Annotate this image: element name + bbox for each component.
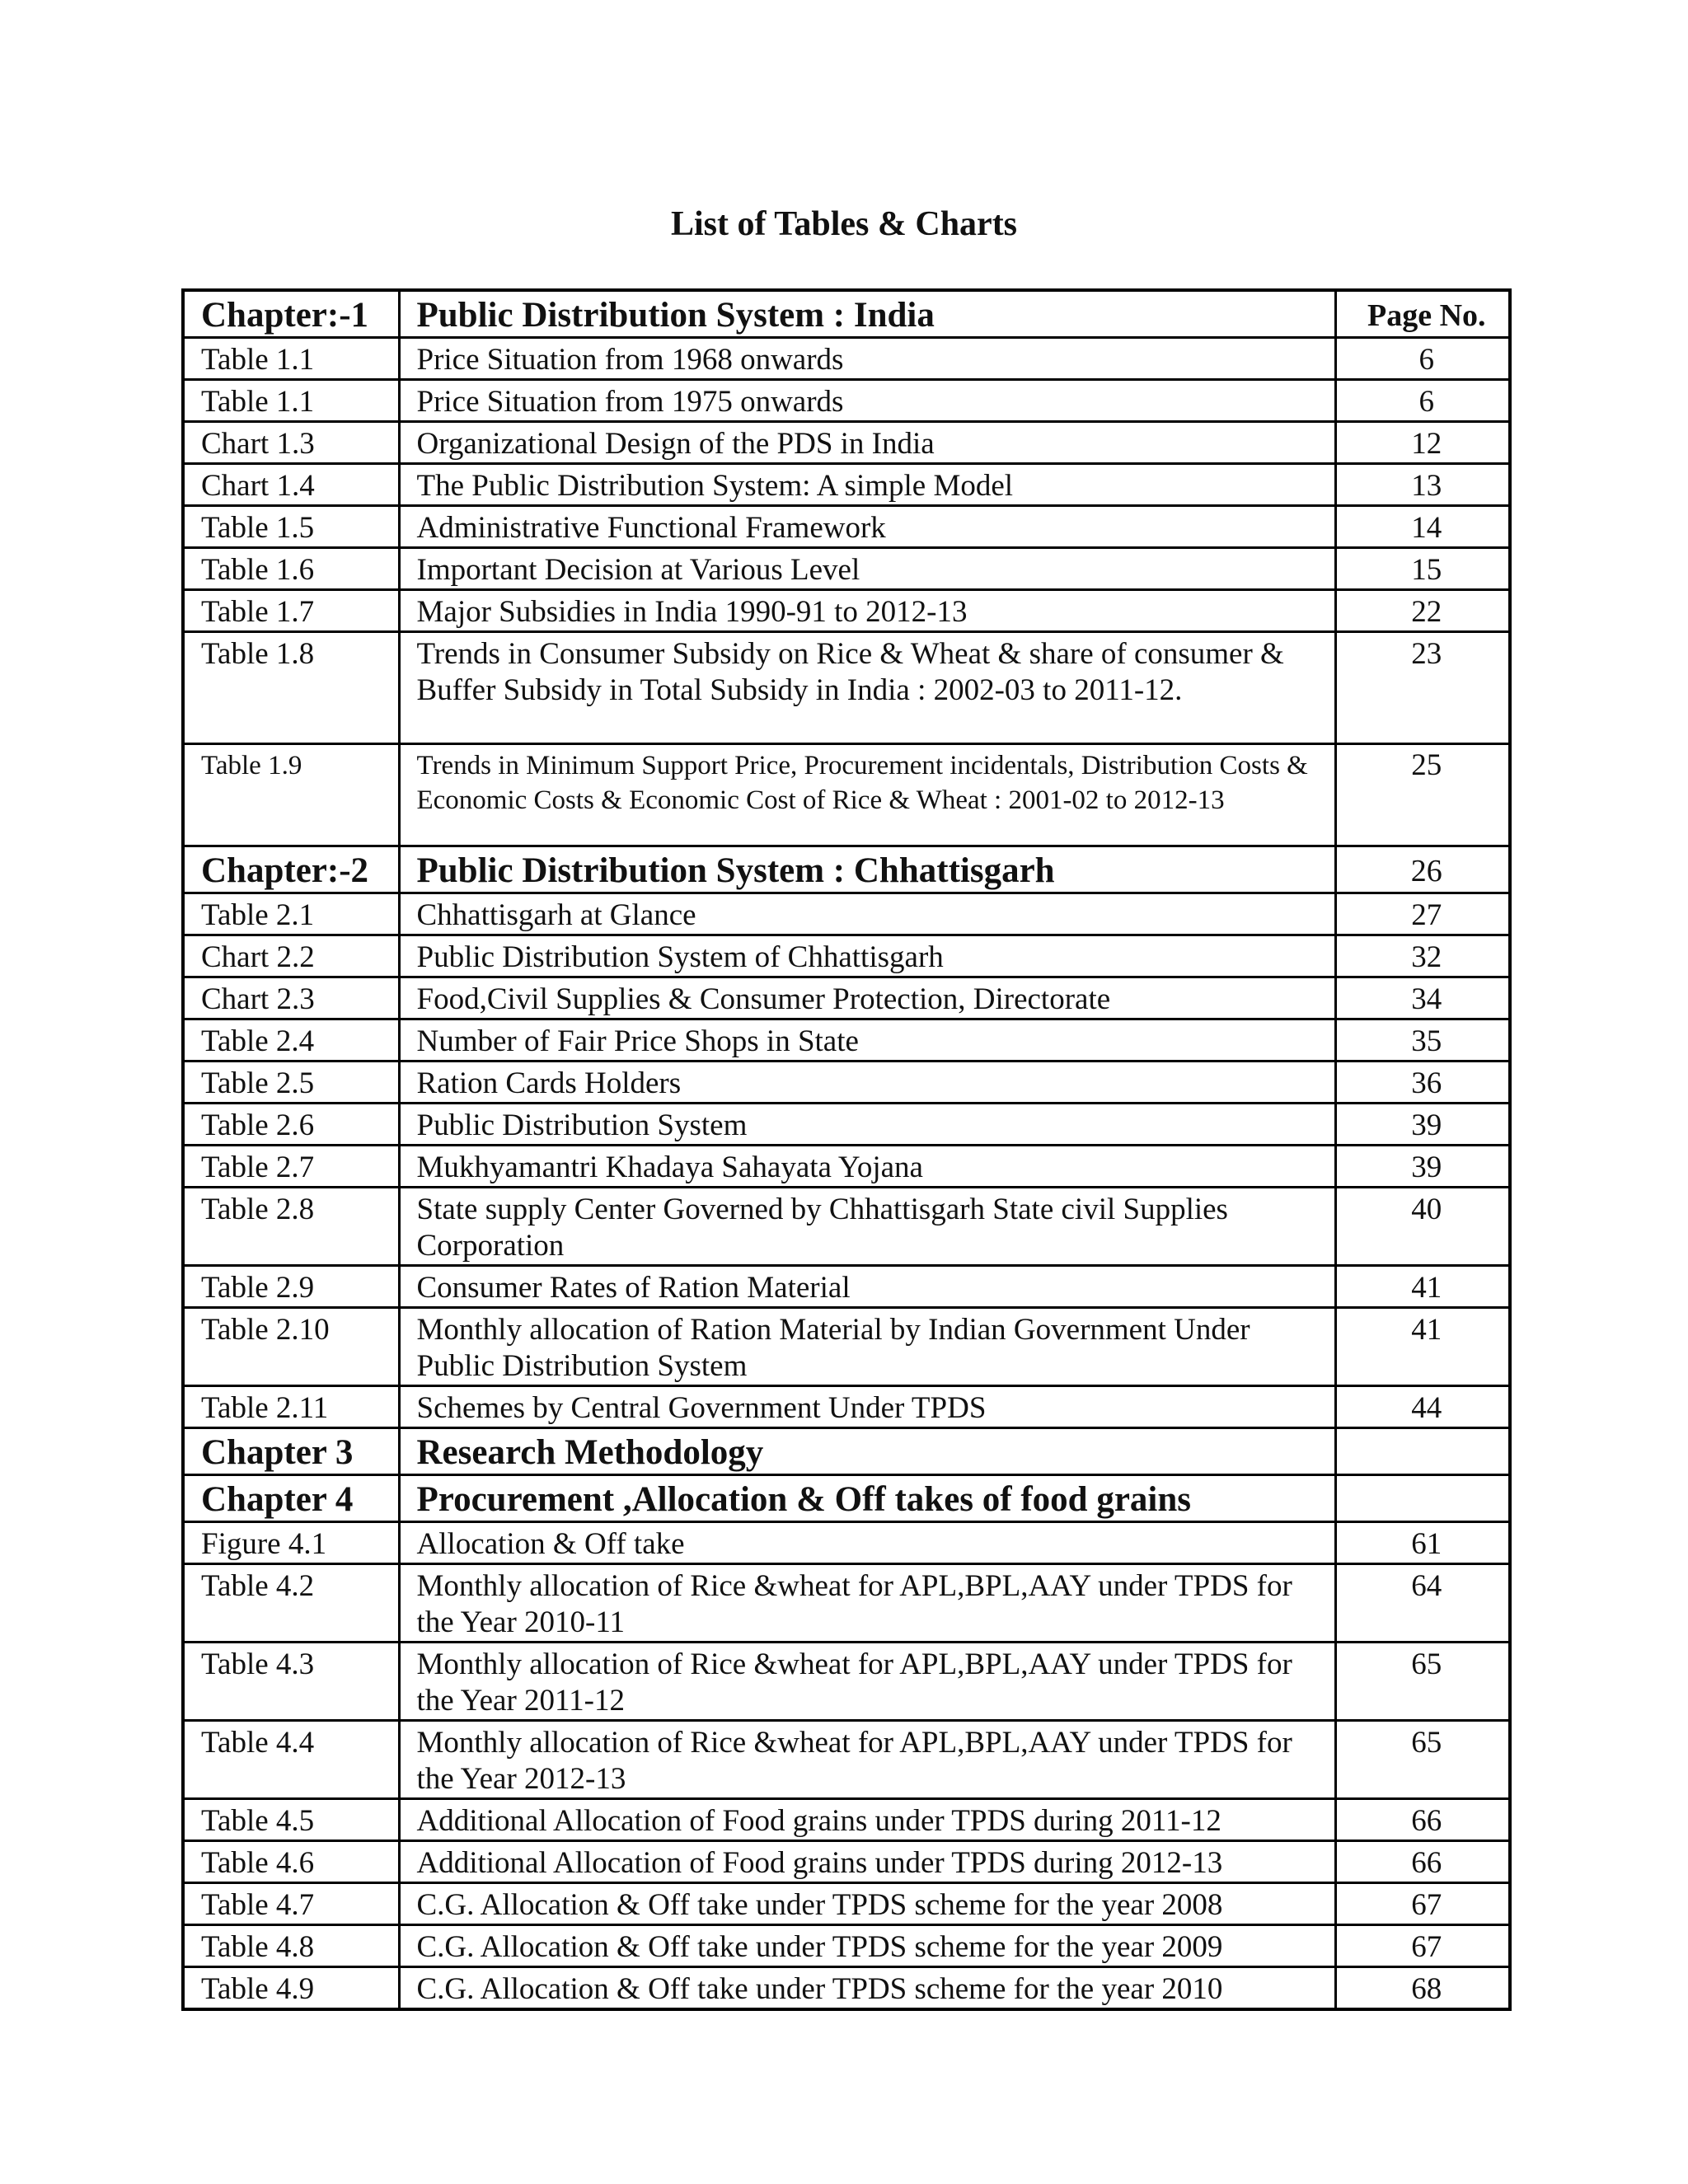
entry-title: Price Situation from 1968 onwards	[399, 338, 1335, 380]
toc-row	[183, 590, 1510, 632]
toc-row	[183, 464, 1510, 506]
page-number: 61	[1335, 1522, 1510, 1564]
toc-row	[183, 893, 1510, 935]
chapter-label: Chapter:-2	[183, 846, 399, 893]
page-title: List of Tables & Charts	[670, 205, 1018, 243]
page-number: 35	[1335, 1019, 1510, 1062]
page-number: 22	[1335, 590, 1510, 632]
entry-label: Table 2.7	[183, 1146, 399, 1188]
entry-label: Table 1.9	[183, 744, 399, 846]
entry-label: Table 2.1	[183, 893, 399, 935]
entry-label: Table 4.9	[183, 1967, 399, 2010]
entry-label: Table 4.4	[183, 1721, 399, 1799]
toc-row	[183, 338, 1510, 380]
toc-row	[183, 632, 1510, 744]
toc-row	[183, 1062, 1510, 1104]
toc-row	[183, 1019, 1510, 1062]
toc-row	[183, 1643, 1510, 1721]
entry-label: Table 2.11	[183, 1386, 399, 1428]
page-number	[1335, 1475, 1510, 1522]
entry-title: Trends in Consumer Subsidy on Rice & Wheat & share of consumer & Buffer Subsidy in Total Subsidy in India : 2002-03 to 2011-12.	[399, 632, 1335, 744]
entry-title: Monthly allocation of Rice &wheat for APL,BPL,AAY under TPDS for the Year 2010-11	[399, 1564, 1335, 1643]
page-number: 67	[1335, 1883, 1510, 1925]
toc-row	[183, 1799, 1510, 1841]
chapter-row	[183, 1475, 1510, 1522]
entry-title: Additional Allocation of Food grains under TPDS during 2012-13	[399, 1841, 1335, 1883]
page-number: 67	[1335, 1925, 1510, 1967]
entry-title: Food,Civil Supplies & Consumer Protection, Directorate	[399, 977, 1335, 1019]
page-number: 36	[1335, 1062, 1510, 1104]
entry-title: Schemes by Central Government Under TPDS	[399, 1386, 1335, 1428]
entry-label: Table 1.5	[183, 506, 399, 548]
entry-label: Table 4.5	[183, 1799, 399, 1841]
entry-title: Number of Fair Price Shops in State	[399, 1019, 1335, 1062]
entry-title: C.G. Allocation & Off take under TPDS scheme for the year 2009	[399, 1925, 1335, 1967]
toc-row	[183, 1188, 1510, 1266]
chapter-title: Public Distribution System : India	[399, 290, 1335, 338]
page-number	[1335, 1428, 1510, 1475]
page-number: 6	[1335, 338, 1510, 380]
toc-row	[183, 744, 1510, 846]
toc-row	[183, 1721, 1510, 1799]
page-number: 41	[1335, 1266, 1510, 1308]
toc-row	[183, 1522, 1510, 1564]
entry-label: Table 2.10	[183, 1308, 399, 1386]
page-number: 26	[1335, 846, 1510, 893]
chapter-title: Public Distribution System : Chhattisgarh	[399, 846, 1335, 893]
toc-row	[183, 506, 1510, 548]
page-number: 39	[1335, 1146, 1510, 1188]
entry-label: Chart 1.3	[183, 422, 399, 464]
page-number: 39	[1335, 1104, 1510, 1146]
page-number: 44	[1335, 1386, 1510, 1428]
entry-label: Table 4.2	[183, 1564, 399, 1643]
page-number: 41	[1335, 1308, 1510, 1386]
toc-row	[183, 422, 1510, 464]
entry-label: Table 2.4	[183, 1019, 399, 1062]
toc-row	[183, 1104, 1510, 1146]
toc-row	[183, 1883, 1510, 1925]
entry-label: Table 2.6	[183, 1104, 399, 1146]
toc-header-row	[183, 290, 1510, 338]
entry-title: Major Subsidies in India 1990-91 to 2012-13	[399, 590, 1335, 632]
entry-label: Table 1.1	[183, 338, 399, 380]
toc-row	[183, 1308, 1510, 1386]
page-number: 15	[1335, 548, 1510, 590]
page-number: 23	[1335, 632, 1510, 744]
toc-row	[183, 548, 1510, 590]
entry-label: Table 1.1	[183, 380, 399, 422]
entry-title: Administrative Functional Framework	[399, 506, 1335, 548]
entry-title: Monthly allocation of Rice &wheat for APL,BPL,AAY under TPDS for the Year 2011-12	[399, 1643, 1335, 1721]
chapter-title: Procurement ,Allocation & Off takes of food grains	[399, 1475, 1335, 1522]
page-number: 64	[1335, 1564, 1510, 1643]
entry-label: Table 2.5	[183, 1062, 399, 1104]
chapter-title: Research Methodology	[399, 1428, 1335, 1475]
toc-body	[183, 290, 1510, 2009]
entry-title: C.G. Allocation & Off take under TPDS scheme for the year 2010	[399, 1967, 1335, 2010]
page-number: 13	[1335, 464, 1510, 506]
page-number: 27	[1335, 893, 1510, 935]
page-number: 40	[1335, 1188, 1510, 1266]
entry-label: Table 1.7	[183, 590, 399, 632]
page-number: 66	[1335, 1841, 1510, 1883]
entry-label: Table 1.8	[183, 632, 399, 744]
entry-title: C.G. Allocation & Off take under TPDS scheme for the year 2008	[399, 1883, 1335, 1925]
toc-row	[183, 977, 1510, 1019]
chapter-label: Chapter 4	[183, 1475, 399, 1522]
entry-title: Important Decision at Various Level	[399, 548, 1335, 590]
entry-title: Monthly allocation of Ration Material by Indian Government Under Public Distribution System	[399, 1308, 1335, 1386]
page-number: 6	[1335, 380, 1510, 422]
entry-title: Consumer Rates of Ration Material	[399, 1266, 1335, 1308]
toc-row	[183, 1266, 1510, 1308]
entry-title: The Public Distribution System: A simple Model	[399, 464, 1335, 506]
entry-title: Public Distribution System	[399, 1104, 1335, 1146]
page-number: 65	[1335, 1721, 1510, 1799]
entry-label: Table 2.9	[183, 1266, 399, 1308]
page-number: 65	[1335, 1643, 1510, 1721]
entry-label: Table 4.8	[183, 1925, 399, 1967]
toc-row	[183, 1925, 1510, 1967]
chapter-label: Chapter 3	[183, 1428, 399, 1475]
toc-row	[183, 1386, 1510, 1428]
toc-row	[183, 935, 1510, 977]
toc-row	[183, 1146, 1510, 1188]
toc-row	[183, 1841, 1510, 1883]
entry-title: Price Situation from 1975 onwards	[399, 380, 1335, 422]
page-number: 34	[1335, 977, 1510, 1019]
toc-table	[181, 288, 1512, 2011]
entry-title: Mukhyamantri Khadaya Sahayata Yojana	[399, 1146, 1335, 1188]
page-number: 68	[1335, 1967, 1510, 2010]
toc-row	[183, 380, 1510, 422]
entry-title: Additional Allocation of Food grains under TPDS during 2011-12	[399, 1799, 1335, 1841]
page-number: 32	[1335, 935, 1510, 977]
entry-title: Organizational Design of the PDS in India	[399, 422, 1335, 464]
page-number: 14	[1335, 506, 1510, 548]
chapter-row	[183, 1428, 1510, 1475]
entry-label: Figure 4.1	[183, 1522, 399, 1564]
page-number: 25	[1335, 744, 1510, 846]
entry-label: Chart 1.4	[183, 464, 399, 506]
entry-title: Ration Cards Holders	[399, 1062, 1335, 1104]
entry-label: Chart 2.2	[183, 935, 399, 977]
entry-title: Allocation & Off take	[399, 1522, 1335, 1564]
entry-title: Public Distribution System of Chhattisgarh	[399, 935, 1335, 977]
entry-title: Trends in Minimum Support Price, Procurement incidentals, Distribution Costs & Economic Costs & Economic Cost of Rice & Wheat : 2001-02 to 2012-13	[399, 744, 1335, 846]
toc-row	[183, 1564, 1510, 1643]
entry-label: Table 4.3	[183, 1643, 399, 1721]
chapter-row	[183, 846, 1510, 893]
entry-title: Chhattisgarh at Glance	[399, 893, 1335, 935]
entry-label: Table 2.8	[183, 1188, 399, 1266]
toc-row	[183, 1967, 1510, 2010]
entry-title: Monthly allocation of Rice &wheat for APL,BPL,AAY under TPDS for the Year 2012-13	[399, 1721, 1335, 1799]
chapter-label: Chapter:-1	[183, 290, 399, 338]
page-number: 66	[1335, 1799, 1510, 1841]
entry-label: Chart 2.3	[183, 977, 399, 1019]
page-no-header: Page No.	[1335, 290, 1510, 338]
entry-label: Table 4.7	[183, 1883, 399, 1925]
entry-label: Table 1.6	[183, 548, 399, 590]
entry-label: Table 4.6	[183, 1841, 399, 1883]
page-number: 12	[1335, 422, 1510, 464]
entry-title: State supply Center Governed by Chhattisgarh State civil Supplies Corporation	[399, 1188, 1335, 1266]
